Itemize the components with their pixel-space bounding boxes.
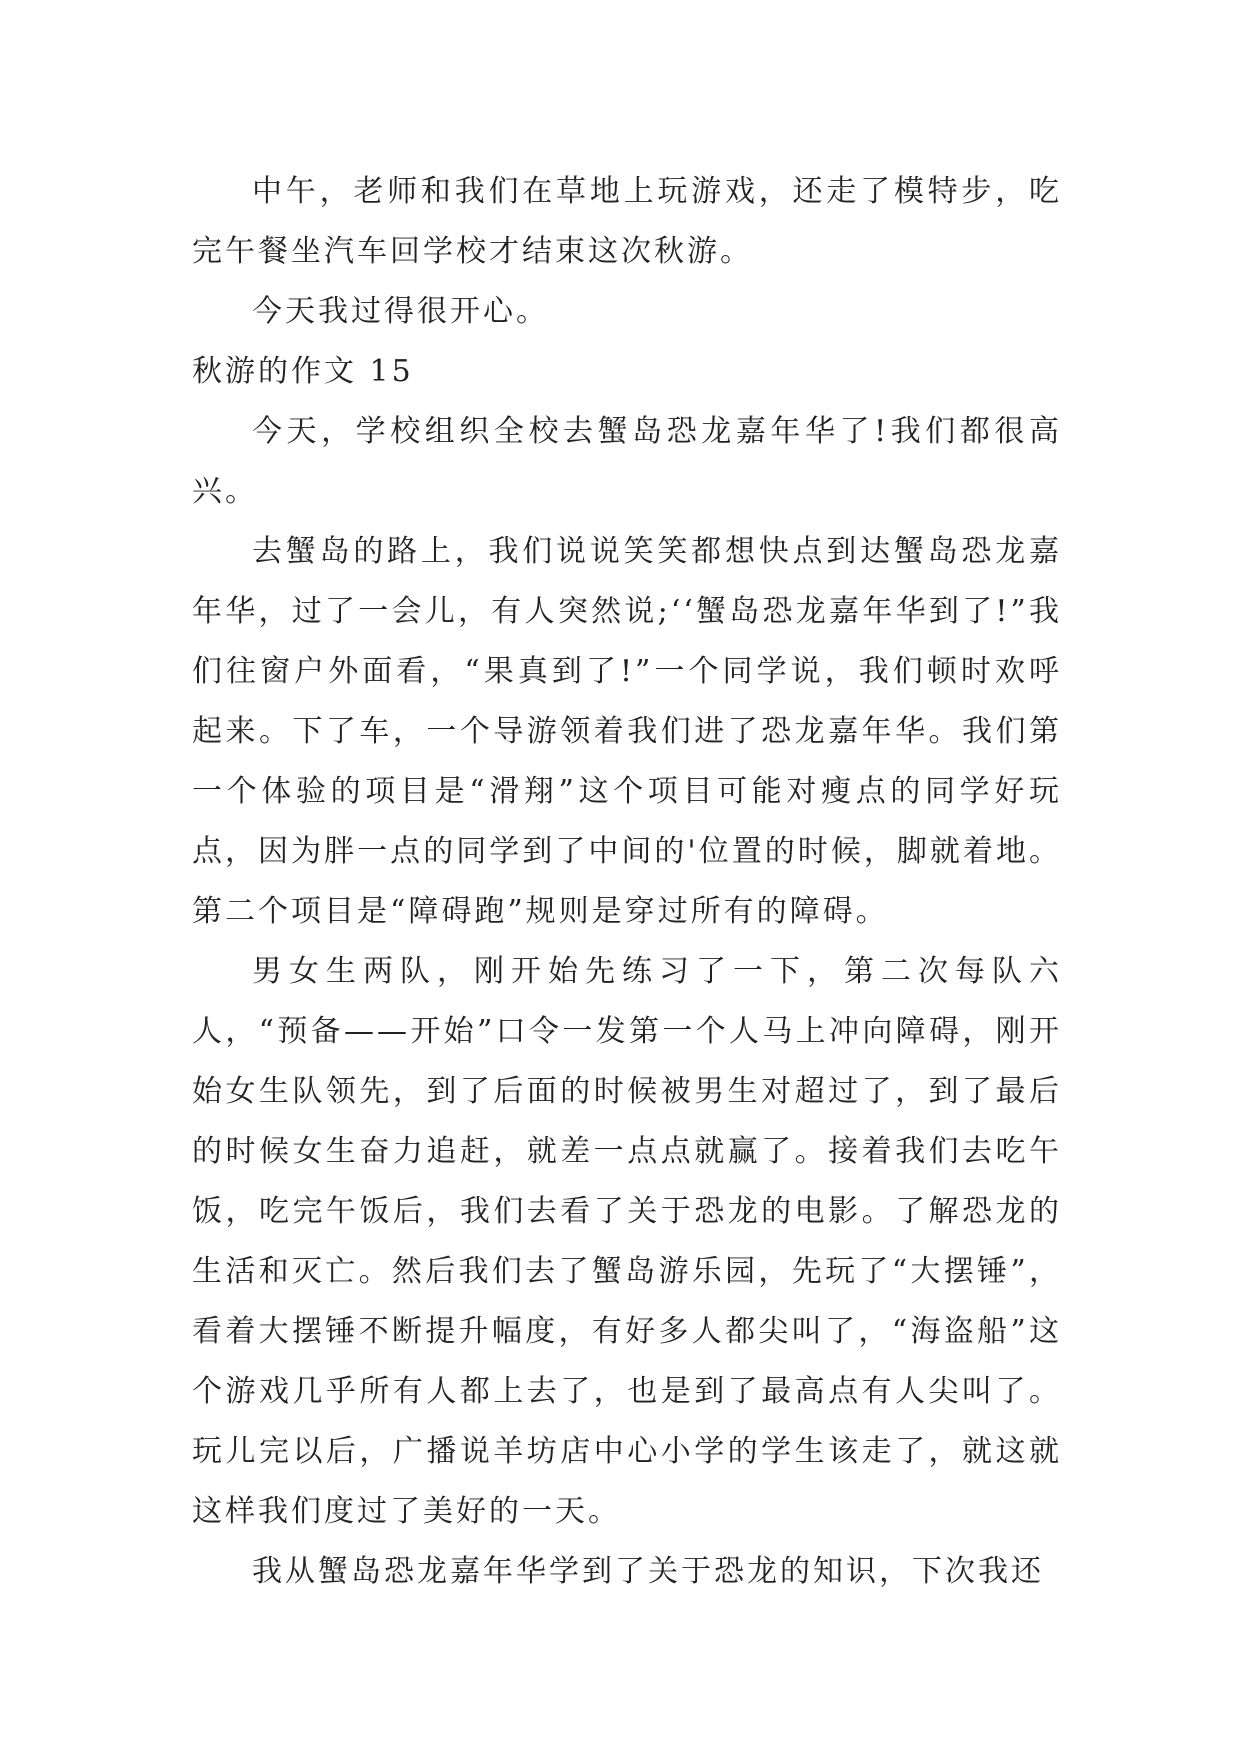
paragraph-happy-day: 今天我过得很开心。	[252, 294, 549, 329]
paragraph-arrival: 去蟹岛的路上，我们说说笑笑都想快点到达蟹岛恐龙嘉年华，过了一会儿，有人突然说;‘‘蟹岛恐龙嘉年华到了!”我们往窗户外面看，“果真到了!”一个同学说，我们顿时欢呼起来。下了车，一个导游领着我们进了恐龙嘉年华。我们第一个体验的项目是“滑翔”这个项目可能对瘦点的同学好玩点，因为胖一点的同学到了中间的'位置的时候，脚就着地。第二个项目是“障碍跑”规则是穿过所有的障碍。	[192, 534, 1062, 929]
paragraph-intro: 今天，学校组织全校去蟹岛恐龙嘉年华了!我们都很高兴。	[192, 414, 1062, 509]
paragraph-obstacle-race: 男女生两队，刚开始先练习了一下，第二次每队六人，“预备——开始”口令一发第一个人马上冲向障碍，刚开始女生队领先，到了后面的时候被男生对超过了，到了最后的时候女生奋力追赶，就差一点点就赢了。接着我们去吃午饭，吃完午饭后，我们去看了关于恐龙的电影。了解恐龙的生活和灭亡。然后我们去了蟹岛游乐园，先玩了“大摆锤”，看着大摆锤不断提升幅度，有好多人都尖叫了，“海盗船”这个游戏几乎所有人都上去了，也是到了最高点有人尖叫了。玩儿完以后，广播说羊坊店中心小学的学生该走了，就这就这样我们度过了美好的一天。	[192, 954, 1062, 1529]
paragraph-lunch-games: 中午，老师和我们在草地上玩游戏，还走了模特步，吃完午餐坐汽车回学校才结束这次秋游。	[192, 174, 1062, 269]
paragraph-conclusion: 我从蟹岛恐龙嘉年华学到了关于恐龙的知识，下次我还	[252, 1554, 1044, 1589]
document-body	[192, 162, 1062, 1602]
essay-heading: 秋游的作文 15	[192, 354, 414, 389]
